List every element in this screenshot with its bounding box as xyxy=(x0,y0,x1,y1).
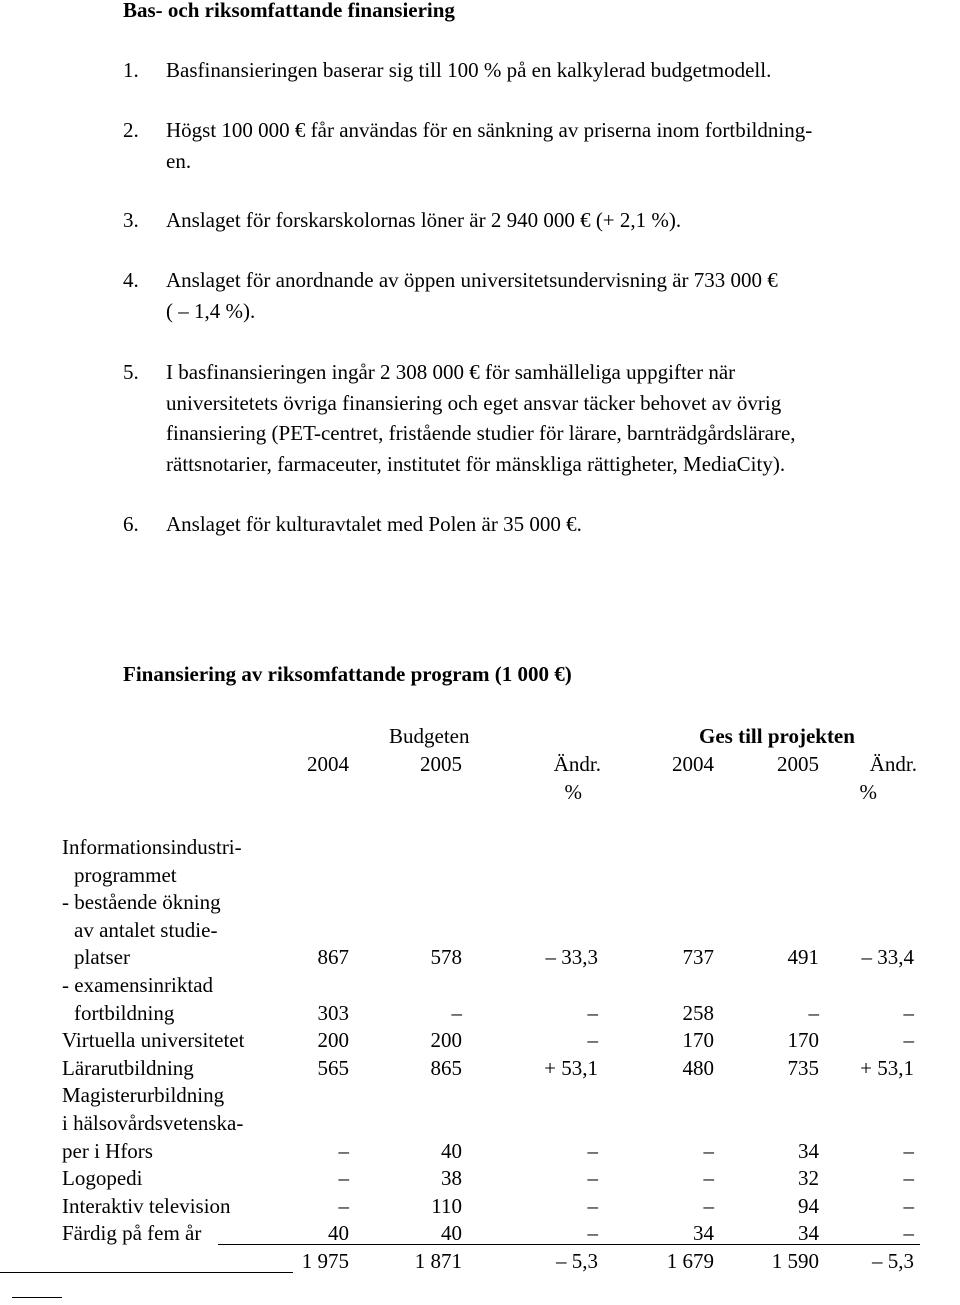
total-cell: 1 871 xyxy=(414,1249,462,1273)
list-item-text: I basfinansieringen ingår 2 308 000 € för samhälleliga uppgifter när xyxy=(166,360,736,384)
table-cell: + 53,1 xyxy=(860,1055,914,1080)
row-label: programmet xyxy=(74,862,177,887)
table-cell: 40 xyxy=(328,1221,349,1246)
table-cell: – xyxy=(587,1193,598,1218)
list-number: 1. xyxy=(123,58,139,82)
table-heading: Finansiering av riksomfattande program (1 000 €) xyxy=(123,662,572,686)
table-cell: 303 xyxy=(317,1000,349,1025)
row-label: Virtuella universitetet xyxy=(62,1028,245,1053)
row-label: Lärarutbildning xyxy=(62,1055,194,1080)
column-header: 2005 xyxy=(777,752,819,776)
table-cell: – xyxy=(903,1028,914,1053)
list-number: 4. xyxy=(123,268,139,292)
table-cell: 491 xyxy=(787,945,819,970)
table-cell: 170 xyxy=(787,1028,819,1053)
column-header: Ändr. xyxy=(553,752,601,776)
list-number: 5. xyxy=(123,360,139,384)
percent-label: % xyxy=(859,780,877,804)
table-cell: – xyxy=(903,1166,914,1191)
table-cell: 737 xyxy=(682,945,714,970)
column-header: Ändr. xyxy=(869,752,917,776)
ges-group-header: Ges till projekten xyxy=(699,724,855,748)
table-cell: – xyxy=(808,1000,819,1025)
table-cell: 32 xyxy=(798,1166,819,1191)
list-number: 6. xyxy=(123,512,139,536)
table-cell: – xyxy=(703,1193,714,1218)
table-cell: – 33,3 xyxy=(545,945,598,970)
table-cell: 200 xyxy=(317,1028,349,1053)
column-header: 2005 xyxy=(420,752,462,776)
list-item-text: finansiering (PET-centret, fristående studier för lärare, barnträdgårdslärare, xyxy=(166,421,796,445)
table-cell: – xyxy=(903,1221,914,1246)
row-label: Informationsindustri- xyxy=(62,835,242,859)
table-cell: – xyxy=(451,1000,462,1025)
bottom-rule xyxy=(12,1297,62,1298)
table-cell: 110 xyxy=(431,1193,462,1218)
row-label: fortbildning xyxy=(74,1000,175,1025)
sum-rule xyxy=(218,1244,920,1245)
total-cell: 1 975 xyxy=(301,1249,349,1273)
table-cell: – xyxy=(338,1193,349,1218)
row-label: Magisterurbildning xyxy=(62,1083,225,1108)
list-number: 3. xyxy=(123,208,139,232)
table-cell: 865 xyxy=(430,1055,462,1080)
table-cell: – xyxy=(703,1166,714,1191)
table-cell: 480 xyxy=(682,1055,714,1080)
list-item-text: en. xyxy=(166,148,192,173)
list-item-text: ( – 1,4 %). xyxy=(166,298,256,323)
row-label: av antalet studie- xyxy=(74,917,218,942)
column-header: 2004 xyxy=(672,752,714,776)
table-cell: – xyxy=(338,1166,349,1191)
table-cell: 38 xyxy=(441,1166,462,1191)
list-item-text: Anslaget för forskarskolornas löner är 2 940 000 € (+ 2,1 %). xyxy=(166,208,682,232)
table-cell: – xyxy=(703,1138,714,1163)
total-cell: 1 590 xyxy=(771,1249,819,1273)
row-label: Logopedi xyxy=(62,1166,143,1191)
total-underline-left xyxy=(0,1272,293,1273)
table-cell: 258 xyxy=(682,1000,714,1025)
table-cell: 170 xyxy=(682,1028,714,1053)
row-label: i hälsovårdsvetenska- xyxy=(62,1111,244,1135)
table-cell: – xyxy=(903,1193,914,1218)
list-item-text: Basfinansieringen baserar sig till 100 % på en kalkylerad budgetmodell. xyxy=(166,58,772,82)
row-label: Interaktiv television xyxy=(62,1193,231,1218)
list-item-text: Anslaget för kulturavtalet med Polen är 35 000 €. xyxy=(166,512,582,536)
table-cell: – xyxy=(587,1000,598,1025)
list-item-text: rättsnotarier, farmaceuter, institutet för mänskliga rättigheter, MediaCity). xyxy=(166,451,786,476)
total-cell: 1 679 xyxy=(666,1249,714,1273)
table-cell: – xyxy=(587,1166,598,1191)
table-cell: 34 xyxy=(693,1221,714,1246)
table-cell: – xyxy=(903,1000,914,1025)
row-label: platser xyxy=(74,945,130,970)
budget-group-header: Budgeten xyxy=(389,724,470,748)
table-cell: 34 xyxy=(798,1221,819,1246)
table-cell: 735 xyxy=(787,1055,819,1080)
total-cell: – 5,3 xyxy=(872,1249,914,1273)
table-cell: – xyxy=(903,1138,914,1163)
table-cell: 94 xyxy=(798,1193,819,1218)
list-item-text: universitetets övriga finansiering och eget ansvar täcker behovet av övrig xyxy=(166,390,782,415)
table-cell: – xyxy=(587,1028,598,1053)
row-label: - examensinriktad xyxy=(62,973,214,997)
table-cell: 200 xyxy=(430,1028,462,1053)
total-cell: – 5,3 xyxy=(556,1249,598,1273)
table-cell: 40 xyxy=(441,1138,462,1163)
table-cell: – xyxy=(338,1138,349,1163)
table-cell: – 33,4 xyxy=(861,945,914,970)
table-cell: 578 xyxy=(430,945,462,970)
row-label: per i Hfors xyxy=(62,1138,153,1163)
column-header: 2004 xyxy=(307,752,349,776)
table-cell: – xyxy=(587,1221,598,1246)
list-number: 2. xyxy=(123,118,139,142)
row-label: - bestående ökning xyxy=(62,890,221,915)
table-cell: – xyxy=(587,1138,598,1163)
section-heading: Bas- och riksomfattande finansiering xyxy=(123,0,455,22)
table-cell: 565 xyxy=(317,1055,349,1080)
list-item-text: Högst 100 000 € får användas för en sänkning av priserna inom fortbildning- xyxy=(166,118,813,142)
table-cell: + 53,1 xyxy=(544,1055,598,1080)
table-cell: 867 xyxy=(317,945,349,970)
row-label: Färdig på fem år xyxy=(62,1221,202,1246)
table-cell: 40 xyxy=(441,1221,462,1246)
percent-label: % xyxy=(564,780,582,804)
table-cell: 34 xyxy=(798,1138,819,1163)
list-item-text: Anslaget för anordnande av öppen universitetsundervisning är 733 000 € xyxy=(166,268,778,292)
